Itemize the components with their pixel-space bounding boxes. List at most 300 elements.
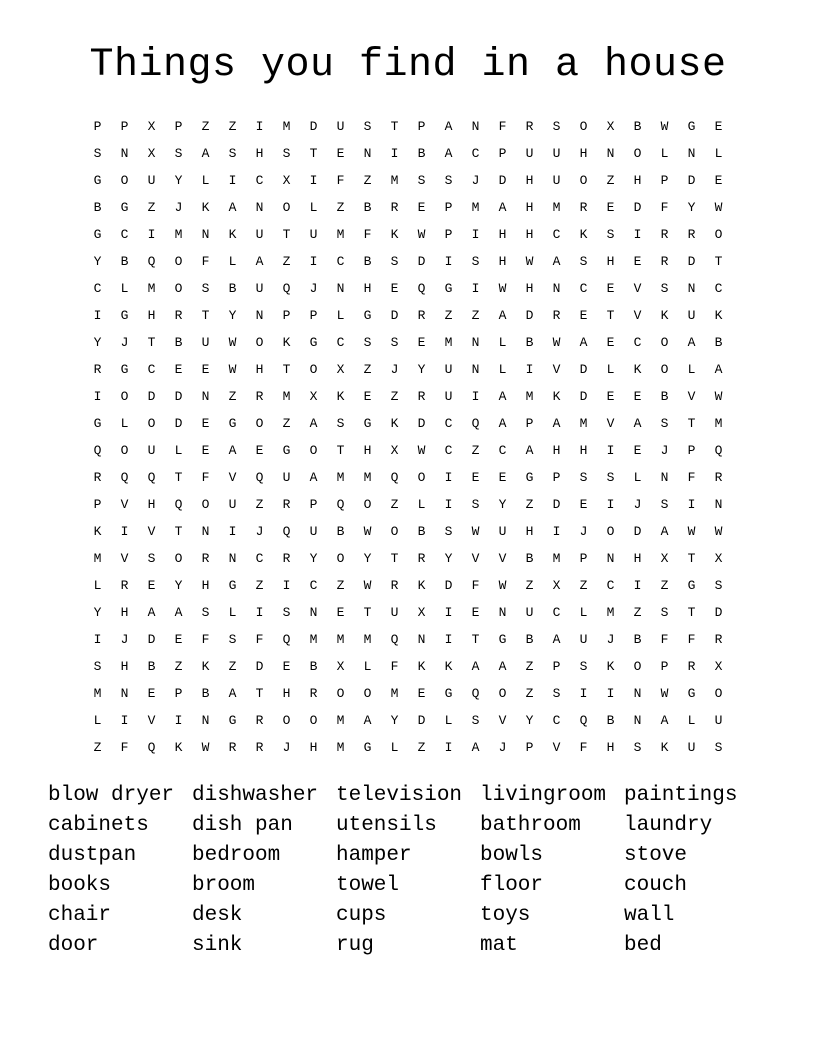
grid-letter: C <box>471 146 480 161</box>
word-bank-item: dish pan <box>192 814 293 837</box>
grid-letter: G <box>444 686 453 701</box>
grid-letter: H <box>579 443 588 458</box>
grid-letter: P <box>660 659 669 674</box>
grid-letter: N <box>336 281 345 296</box>
grid-letter: O <box>390 524 399 539</box>
word-bank-item: broom <box>192 874 256 897</box>
grid-letter: N <box>309 605 318 620</box>
grid-letter: I <box>444 470 453 485</box>
grid-letter: C <box>552 713 561 728</box>
grid-letter: S <box>228 146 237 161</box>
grid-letter: V <box>633 308 642 323</box>
grid-letter: D <box>633 524 642 539</box>
grid-letter: S <box>579 470 588 485</box>
grid-letter: E <box>606 281 615 296</box>
word-bank-item: paintings <box>624 784 738 807</box>
grid-letter: G <box>687 578 696 593</box>
grid-letter: P <box>525 416 534 431</box>
grid-letter: N <box>687 146 696 161</box>
grid-letter: Q <box>471 686 480 701</box>
grid-letter: H <box>579 146 588 161</box>
word-bank <box>48 781 768 961</box>
grid-letter: T <box>363 605 372 620</box>
grid-letter: Z <box>633 605 642 620</box>
grid-letter: E <box>417 200 426 215</box>
grid-letter: S <box>282 605 291 620</box>
grid-letter: P <box>282 308 291 323</box>
grid-letter: B <box>633 119 642 134</box>
grid-letter: N <box>363 146 372 161</box>
grid-letter: S <box>363 335 372 350</box>
grid-letter: J <box>309 281 318 296</box>
grid-letter: F <box>255 632 264 647</box>
grid-letter: W <box>714 524 723 539</box>
grid-letter: E <box>174 632 183 647</box>
grid-letter: I <box>309 254 318 269</box>
grid-letter: C <box>309 578 318 593</box>
grid-letter: V <box>552 362 561 377</box>
grid-letter: F <box>201 632 210 647</box>
grid-letter: G <box>228 416 237 431</box>
grid-letter: Z <box>471 308 480 323</box>
grid-letter: J <box>498 740 507 755</box>
grid-letter: S <box>633 740 642 755</box>
grid-letter: A <box>498 200 507 215</box>
grid-letter: N <box>498 605 507 620</box>
grid-letter: J <box>471 173 480 188</box>
grid-letter: Z <box>255 497 264 512</box>
grid-letter: R <box>525 119 534 134</box>
grid-letter: S <box>174 146 183 161</box>
grid-letter: R <box>714 470 723 485</box>
grid-letter: U <box>147 173 156 188</box>
grid-letter: D <box>633 200 642 215</box>
grid-letter: O <box>336 686 345 701</box>
grid-letter: C <box>336 254 345 269</box>
grid-letter: Y <box>174 578 183 593</box>
grid-letter: K <box>579 227 588 242</box>
grid-letter: N <box>417 632 426 647</box>
grid-letter: V <box>147 524 156 539</box>
grid-letter: Z <box>282 254 291 269</box>
grid-letter: M <box>471 200 480 215</box>
grid-letter: Z <box>444 308 453 323</box>
grid-letter: W <box>525 254 534 269</box>
word-bank-item: bathroom <box>480 814 581 837</box>
grid-letter: K <box>390 227 399 242</box>
grid-letter: L <box>309 200 318 215</box>
grid-letter: B <box>93 200 102 215</box>
grid-letter: M <box>336 470 345 485</box>
grid-letter: Y <box>417 362 426 377</box>
grid-letter: H <box>120 659 129 674</box>
grid-letter: M <box>336 740 345 755</box>
grid-letter: W <box>363 578 372 593</box>
grid-letter: M <box>174 227 183 242</box>
grid-letter: R <box>201 551 210 566</box>
grid-letter: X <box>147 119 156 134</box>
grid-letter: A <box>228 686 237 701</box>
grid-letter: N <box>120 146 129 161</box>
grid-letter: M <box>336 632 345 647</box>
grid-letter: R <box>579 200 588 215</box>
word-bank-item: chair <box>48 904 112 927</box>
grid-letter: Z <box>579 578 588 593</box>
grid-letter: I <box>93 632 102 647</box>
grid-letter: P <box>579 551 588 566</box>
grid-letter: U <box>498 524 507 539</box>
grid-letter: P <box>552 659 561 674</box>
grid-letter: E <box>417 686 426 701</box>
grid-letter: B <box>525 335 534 350</box>
grid-letter: B <box>120 254 129 269</box>
grid-letter: Y <box>525 713 534 728</box>
grid-letter: T <box>687 416 696 431</box>
grid-letter: E <box>633 254 642 269</box>
grid-letter: O <box>174 281 183 296</box>
grid-letter: O <box>633 146 642 161</box>
grid-letter: Q <box>147 254 156 269</box>
grid-letter: X <box>282 173 291 188</box>
grid-letter: O <box>255 335 264 350</box>
grid-letter: N <box>633 686 642 701</box>
grid-letter: E <box>579 308 588 323</box>
grid-letter: I <box>687 497 696 512</box>
grid-letter: M <box>93 551 102 566</box>
grid-letter: W <box>201 740 210 755</box>
grid-letter: W <box>714 389 723 404</box>
grid-letter: O <box>498 686 507 701</box>
grid-letter: I <box>93 389 102 404</box>
grid-letter: L <box>120 281 129 296</box>
grid-letter: S <box>228 632 237 647</box>
grid-letter: V <box>147 713 156 728</box>
grid-letter: T <box>174 524 183 539</box>
grid-letter: P <box>174 119 183 134</box>
grid-letter: X <box>336 659 345 674</box>
grid-letter: Y <box>444 551 453 566</box>
grid-letter: S <box>714 578 723 593</box>
grid-letter: Y <box>309 551 318 566</box>
grid-letter: O <box>174 254 183 269</box>
grid-letter: T <box>687 551 696 566</box>
grid-letter: Y <box>498 497 507 512</box>
grid-letter: H <box>498 227 507 242</box>
grid-letter: T <box>147 335 156 350</box>
word-bank-item: blow dryer <box>48 784 175 807</box>
grid-letter: O <box>282 200 291 215</box>
word-bank-item: desk <box>192 904 243 927</box>
grid-letter: I <box>633 227 642 242</box>
grid-letter: A <box>552 632 561 647</box>
grid-letter: Q <box>255 470 264 485</box>
grid-letter: A <box>201 146 210 161</box>
grid-letter: E <box>714 173 723 188</box>
grid-letter: N <box>471 119 480 134</box>
grid-letter: P <box>417 119 426 134</box>
grid-letter: K <box>444 659 453 674</box>
grid-letter: P <box>120 119 129 134</box>
grid-letter: S <box>444 173 453 188</box>
grid-letter: C <box>255 173 264 188</box>
grid-letter: J <box>606 632 615 647</box>
grid-letter: S <box>552 686 561 701</box>
grid-letter: M <box>390 686 399 701</box>
grid-letter: G <box>120 362 129 377</box>
grid-letter: B <box>228 281 237 296</box>
grid-letter: J <box>120 335 129 350</box>
grid-letter: N <box>606 146 615 161</box>
grid-letter: Z <box>282 416 291 431</box>
grid-letter: N <box>552 281 561 296</box>
grid-letter: A <box>498 389 507 404</box>
grid-letter: I <box>471 227 480 242</box>
grid-letter: V <box>552 740 561 755</box>
grid-letter: S <box>336 416 345 431</box>
grid-letter: U <box>255 227 264 242</box>
grid-letter: G <box>309 335 318 350</box>
grid-letter: W <box>471 524 480 539</box>
word-bank-item: floor <box>480 874 544 897</box>
grid-letter: U <box>714 713 723 728</box>
grid-letter: N <box>255 308 264 323</box>
grid-letter: L <box>687 713 696 728</box>
grid-letter: B <box>525 632 534 647</box>
grid-letter: R <box>417 389 426 404</box>
grid-letter: L <box>93 578 102 593</box>
grid-letter: U <box>552 173 561 188</box>
grid-letter: R <box>660 254 669 269</box>
grid-letter: Q <box>93 443 102 458</box>
grid-letter: O <box>714 227 723 242</box>
grid-letter: R <box>174 308 183 323</box>
grid-letter: W <box>228 362 237 377</box>
grid-letter: F <box>579 740 588 755</box>
grid-letter: U <box>525 605 534 620</box>
grid-letter: I <box>579 686 588 701</box>
grid-letter: A <box>579 335 588 350</box>
grid-letter: H <box>606 254 615 269</box>
grid-letter: B <box>714 335 723 350</box>
grid-letter: T <box>336 443 345 458</box>
grid-letter: B <box>147 659 156 674</box>
grid-letter: X <box>714 659 723 674</box>
grid-letter: Z <box>147 200 156 215</box>
grid-letter: J <box>633 497 642 512</box>
grid-letter: H <box>606 740 615 755</box>
grid-letter: E <box>417 335 426 350</box>
grid-letter: Q <box>282 524 291 539</box>
grid-letter: H <box>525 524 534 539</box>
grid-letter: B <box>309 659 318 674</box>
grid-letter: G <box>120 200 129 215</box>
grid-letter: U <box>687 740 696 755</box>
grid-letter: M <box>282 119 291 134</box>
grid-letter: R <box>228 740 237 755</box>
grid-letter: Y <box>93 254 102 269</box>
grid-letter: T <box>282 227 291 242</box>
grid-letter: H <box>201 578 210 593</box>
grid-letter: A <box>525 443 534 458</box>
grid-letter: X <box>336 362 345 377</box>
grid-letter: J <box>579 524 588 539</box>
grid-letter: M <box>93 686 102 701</box>
grid-letter: M <box>606 605 615 620</box>
grid-letter: C <box>444 443 453 458</box>
grid-letter: D <box>579 389 588 404</box>
grid-letter: A <box>147 605 156 620</box>
grid-letter: R <box>93 362 102 377</box>
grid-letter: L <box>498 362 507 377</box>
grid-letter: S <box>606 470 615 485</box>
grid-letter: Q <box>282 281 291 296</box>
grid-letter: M <box>336 227 345 242</box>
grid-letter: E <box>201 443 210 458</box>
grid-letter: E <box>633 389 642 404</box>
grid-letter: W <box>417 443 426 458</box>
grid-letter: I <box>606 443 615 458</box>
word-bank-item: laundry <box>624 814 713 837</box>
word-bank-item: dishwasher <box>192 784 319 807</box>
grid-letter: L <box>714 146 723 161</box>
grid-letter: K <box>174 740 183 755</box>
grid-letter: L <box>687 362 696 377</box>
grid-letter: O <box>579 119 588 134</box>
grid-letter: U <box>255 281 264 296</box>
grid-letter: C <box>552 227 561 242</box>
grid-letter: M <box>363 470 372 485</box>
grid-letter: L <box>228 605 237 620</box>
grid-letter: N <box>255 200 264 215</box>
grid-letter: D <box>147 389 156 404</box>
grid-letter: K <box>552 389 561 404</box>
grid-letter: L <box>444 713 453 728</box>
grid-letter: O <box>660 362 669 377</box>
grid-letter: C <box>714 281 723 296</box>
grid-letter: Q <box>282 632 291 647</box>
grid-letter: H <box>525 200 534 215</box>
grid-letter: D <box>444 578 453 593</box>
grid-letter: A <box>498 659 507 674</box>
grid-letter: O <box>309 713 318 728</box>
grid-letter: I <box>444 497 453 512</box>
grid-letter: M <box>579 416 588 431</box>
grid-letter: O <box>174 551 183 566</box>
grid-letter: C <box>552 605 561 620</box>
grid-letter: N <box>120 686 129 701</box>
grid-letter: J <box>390 362 399 377</box>
grid-letter: D <box>687 254 696 269</box>
grid-letter: H <box>282 686 291 701</box>
grid-letter: N <box>201 389 210 404</box>
grid-letter: O <box>309 362 318 377</box>
grid-letter: E <box>336 605 345 620</box>
grid-letter: G <box>363 740 372 755</box>
grid-letter: I <box>606 686 615 701</box>
word-bank-item: television <box>336 784 463 807</box>
grid-letter: D <box>579 362 588 377</box>
grid-letter: A <box>498 308 507 323</box>
word-bank-item: dustpan <box>48 844 137 867</box>
word-bank-item: sink <box>192 934 243 957</box>
grid-letter: M <box>282 389 291 404</box>
grid-letter: V <box>228 470 237 485</box>
grid-letter: Q <box>471 416 480 431</box>
grid-letter: U <box>309 524 318 539</box>
grid-letter: E <box>201 362 210 377</box>
word-bank-item: door <box>48 934 99 957</box>
grid-letter: F <box>498 119 507 134</box>
grid-letter: I <box>390 146 399 161</box>
grid-letter: O <box>120 443 129 458</box>
grid-letter: O <box>336 551 345 566</box>
grid-letter: D <box>417 416 426 431</box>
grid-letter: R <box>120 578 129 593</box>
grid-letter: B <box>363 254 372 269</box>
word-bank-item: bed <box>624 934 662 957</box>
grid-letter: F <box>660 632 669 647</box>
grid-letter: A <box>363 713 372 728</box>
grid-letter: X <box>309 389 318 404</box>
grid-letter: I <box>255 605 264 620</box>
grid-letter: L <box>606 362 615 377</box>
grid-letter: J <box>255 524 264 539</box>
grid-letter: O <box>255 416 264 431</box>
grid-letter: S <box>390 335 399 350</box>
grid-letter: E <box>336 146 345 161</box>
grid-letter: D <box>309 119 318 134</box>
grid-letter: Z <box>228 119 237 134</box>
grid-letter: B <box>174 335 183 350</box>
word-bank-item: wall <box>624 904 675 927</box>
grid-letter: Z <box>336 578 345 593</box>
grid-letter: D <box>255 659 264 674</box>
grid-letter: P <box>687 443 696 458</box>
grid-letter: M <box>525 389 534 404</box>
grid-letter: H <box>147 308 156 323</box>
grid-letter: T <box>255 686 264 701</box>
grid-letter: S <box>660 281 669 296</box>
grid-letter: Z <box>174 659 183 674</box>
grid-letter: X <box>147 146 156 161</box>
grid-letter: Z <box>525 497 534 512</box>
grid-letter: P <box>444 200 453 215</box>
grid-letter: H <box>633 173 642 188</box>
grid-letter: Z <box>525 578 534 593</box>
grid-letter: V <box>687 389 696 404</box>
grid-letter: R <box>93 470 102 485</box>
grid-letter: N <box>714 497 723 512</box>
grid-letter: U <box>444 389 453 404</box>
grid-letter: G <box>93 173 102 188</box>
word-bank-item: mat <box>480 934 518 957</box>
grid-letter: C <box>606 578 615 593</box>
grid-letter: N <box>201 713 210 728</box>
grid-letter: P <box>93 119 102 134</box>
grid-letter: D <box>417 713 426 728</box>
grid-letter: I <box>309 173 318 188</box>
grid-letter: U <box>228 497 237 512</box>
grid-letter: X <box>390 443 399 458</box>
grid-letter: A <box>471 659 480 674</box>
grid-letter: P <box>93 497 102 512</box>
grid-letter: O <box>201 497 210 512</box>
grid-letter: Z <box>471 443 480 458</box>
grid-letter: H <box>552 443 561 458</box>
grid-letter: Z <box>525 659 534 674</box>
grid-letter: E <box>147 578 156 593</box>
grid-letter: M <box>444 335 453 350</box>
